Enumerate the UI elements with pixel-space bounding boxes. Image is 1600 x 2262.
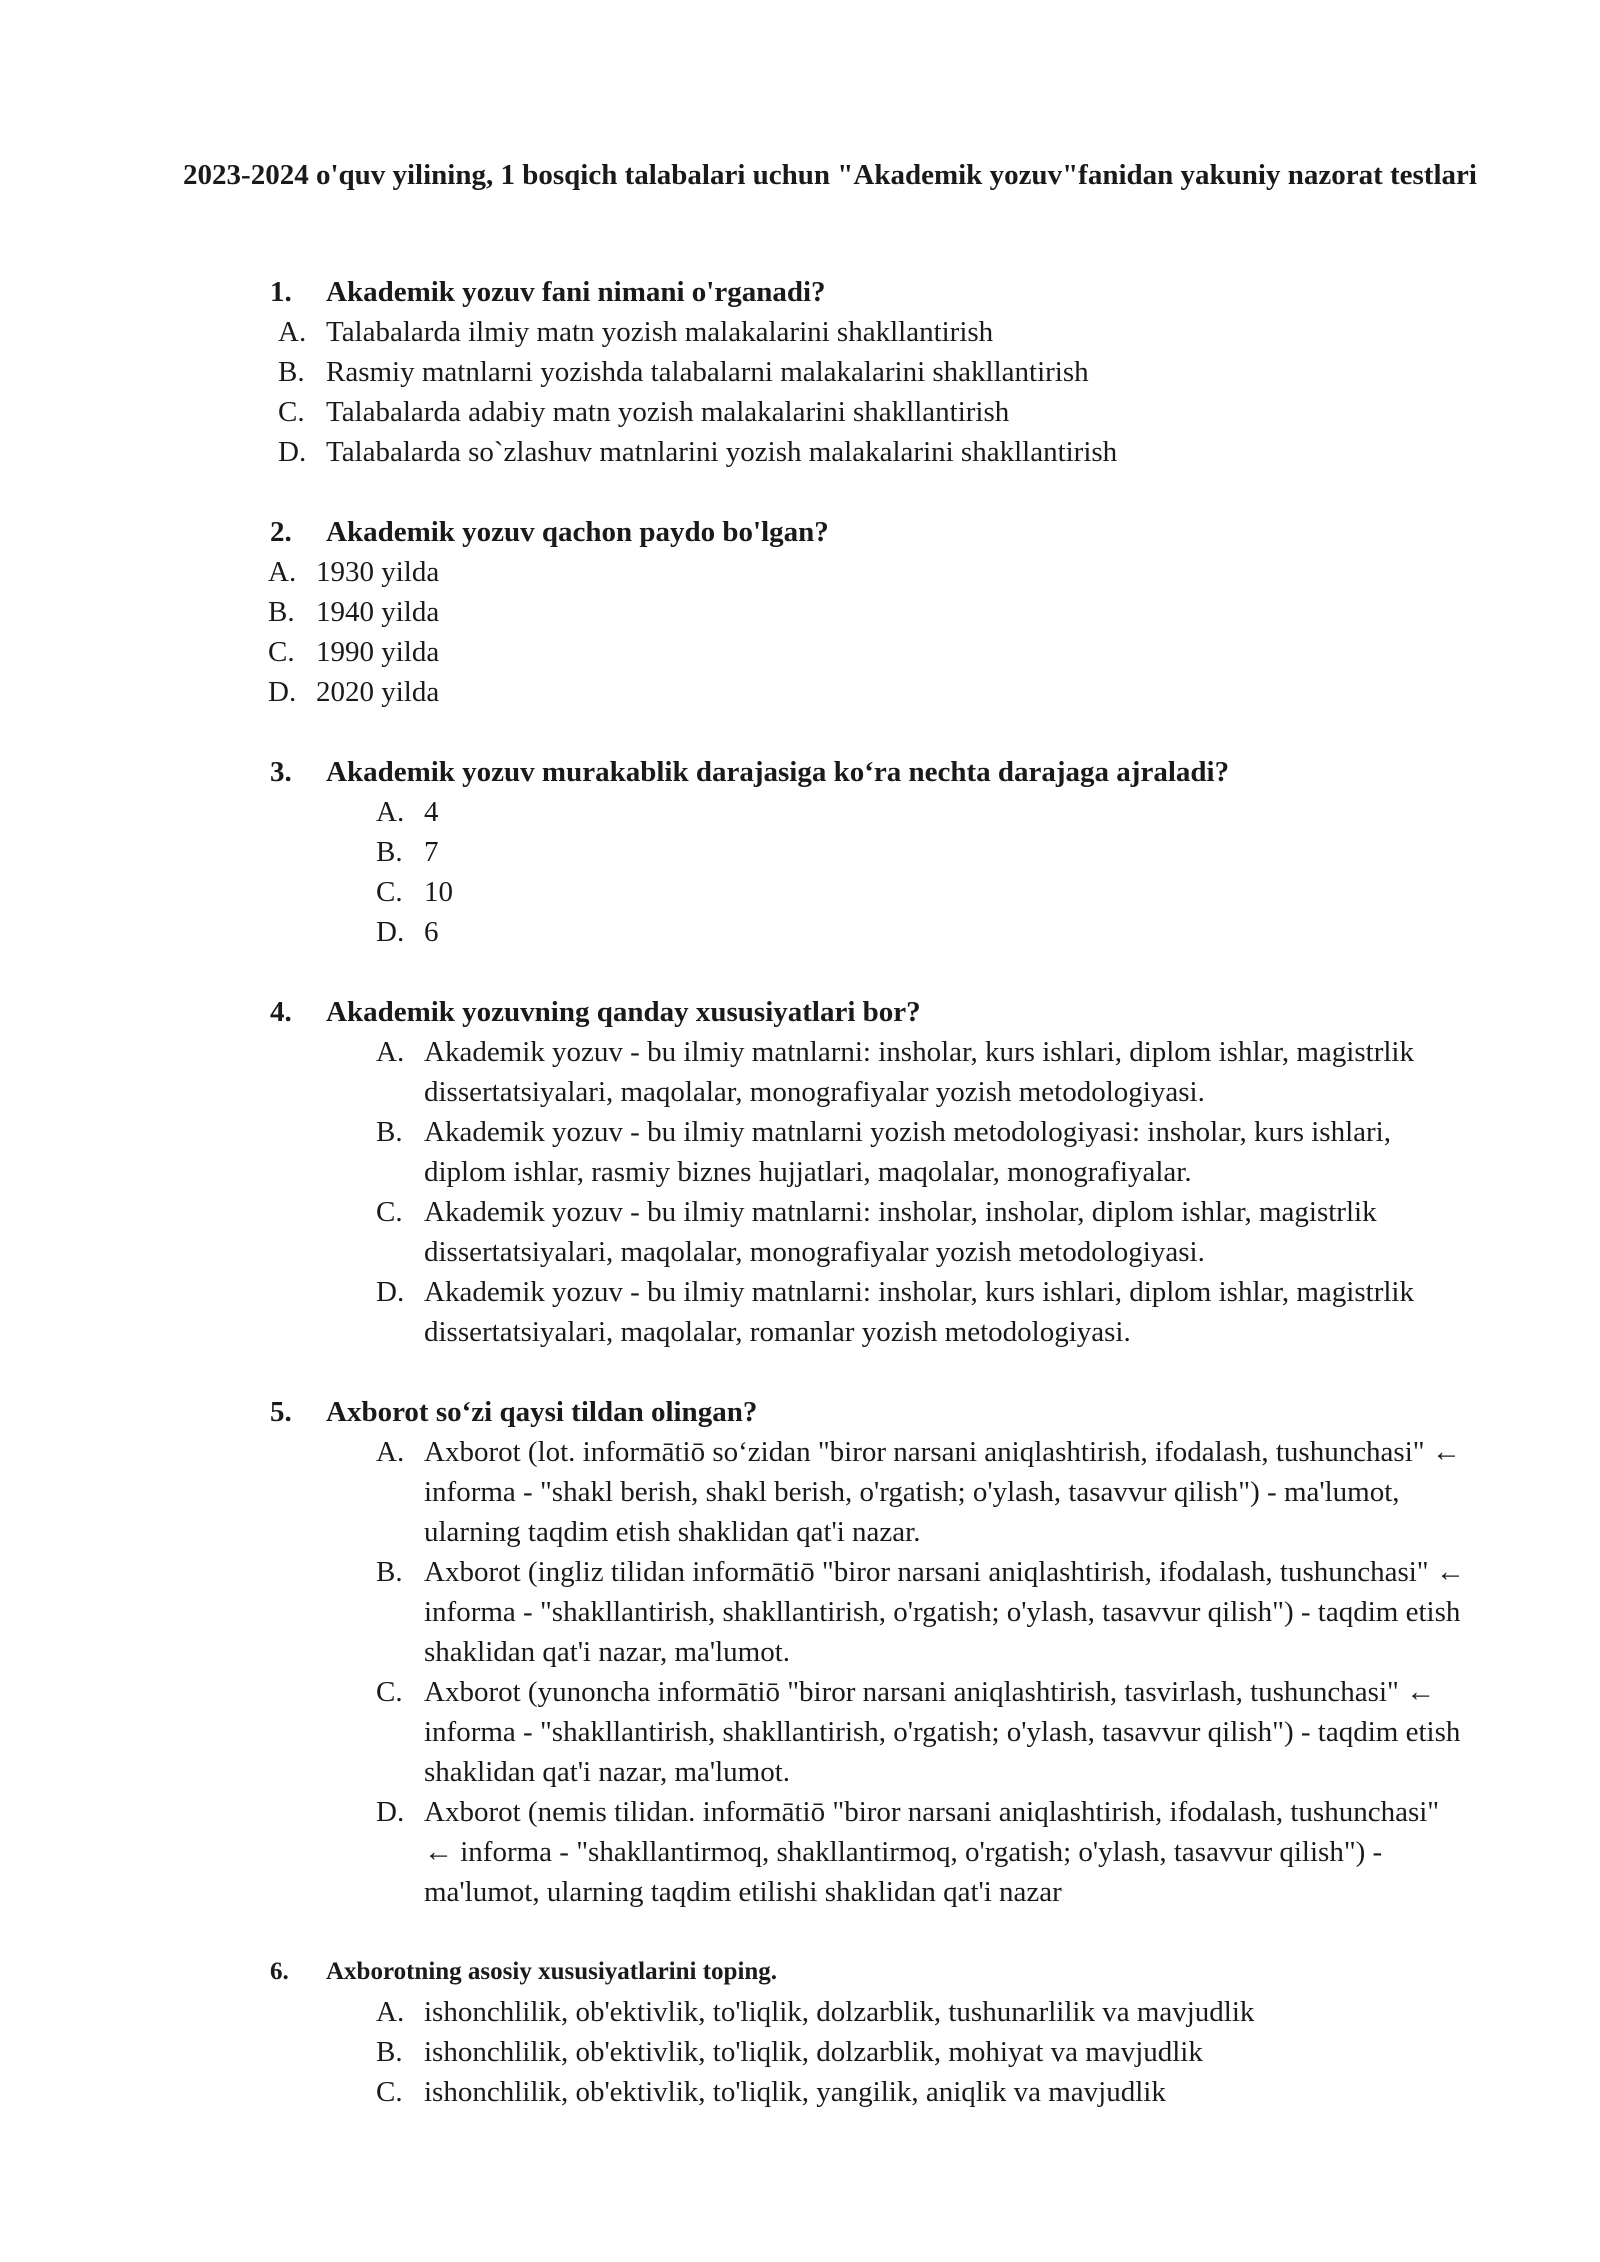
option-letter: C. bbox=[268, 636, 295, 668]
option-text: Akademik yozuv - bu ilmiy matnlarni yozish metodologiyasi: insholar, kurs ishlari, diplom ishlar, rasmiy biznes hujjatlari, maqolalar, monografiyalar. bbox=[424, 1116, 1391, 1188]
document-title: 2023-2024 o'quv yilining, 1 bosqich talabalari uchun "Akademik yozuv"fanidan yakuniy nazorat testlari bbox=[183, 159, 1477, 191]
option-letter: C. bbox=[376, 2076, 403, 2108]
option-letter: B. bbox=[376, 2036, 403, 2068]
option-letter: A. bbox=[268, 556, 297, 588]
option-letter: A. bbox=[278, 316, 307, 348]
option-letter: D. bbox=[268, 676, 297, 708]
option-letter: C. bbox=[376, 1676, 403, 1708]
option-text: ishonchlilik, ob'ektivlik, to'liqlik, yangilik, aniqlik va mavjudlik bbox=[424, 2076, 1166, 2108]
option-text: 2020 yilda bbox=[316, 676, 440, 708]
option-text: Axborot (ingliz tilidan informātiō "biror narsani aniqlashtirish, ifodalash, tushunchasi" ← informa - "shakllantirish, shakllantirish, o'rgatish; o'ylash, tasavvur qilish") - taqdim etish shaklidan qat'i nazar, ma'lumot. bbox=[424, 1556, 1465, 1668]
option-letter: B. bbox=[376, 836, 403, 868]
question-number: 5. bbox=[270, 1396, 292, 1428]
option-letter: A. bbox=[376, 1036, 405, 1068]
option-letter: C. bbox=[376, 876, 403, 908]
option-letter: B. bbox=[376, 1116, 403, 1148]
question-number: 6. bbox=[270, 1958, 289, 1985]
question-number: 3. bbox=[270, 756, 292, 788]
option-letter: D. bbox=[376, 916, 405, 948]
option-text: Talabalarda adabiy matn yozish malakalarini shakllantirish bbox=[326, 396, 1010, 428]
option-text: Talabalarda ilmiy matn yozish malakalarini shakllantirish bbox=[326, 316, 994, 348]
option-text: 1990 yilda bbox=[316, 636, 440, 668]
option-text: 7 bbox=[424, 836, 439, 868]
option-text: Akademik yozuv - bu ilmiy matnlarni: insholar, kurs ishlari, diplom ishlar, magistrlik dissertatsiyalari, maqolalar, monografiyalar yozish metodologiyasi. bbox=[424, 1036, 1414, 1108]
option-text: ishonchlilik, ob'ektivlik, to'liqlik, dolzarblik, mohiyat va mavjudlik bbox=[424, 2036, 1203, 2068]
option-letter: C. bbox=[278, 396, 305, 428]
option-text: Axborot (lot. informātiō so‘zidan "biror narsani aniqlashtirish, ifodalash, tushunchasi" ← informa - "shakl berish, shakl berish, o'rgatish; o'ylash, tasavvur qilish") - ma'lumot, ularning taqdim etish shaklidan qat'i nazar. bbox=[424, 1436, 1461, 1548]
option-letter: A. bbox=[376, 1996, 405, 2028]
option-text: Akademik yozuv - bu ilmiy matnlarni: insholar, kurs ishlari, diplom ishlar, magistrlik dissertatsiyalari, maqolalar, romanlar yozish metodologiyasi. bbox=[424, 1276, 1414, 1348]
option-text: Akademik yozuv - bu ilmiy matnlarni: insholar, insholar, diplom ishlar, magistrlik dissertatsiyalari, maqolalar, monografiyalar yozish metodologiyasi. bbox=[424, 1196, 1377, 1268]
option-letter: B. bbox=[268, 596, 295, 628]
option-text: 4 bbox=[424, 796, 439, 828]
option-text: Rasmiy matnlarni yozishda talabalarni malakalarini shakllantirish bbox=[326, 356, 1089, 388]
question-number: 4. bbox=[270, 996, 292, 1028]
option-letter: B. bbox=[278, 356, 305, 388]
option-text: 6 bbox=[424, 916, 439, 948]
option-letter: A. bbox=[376, 796, 405, 828]
option-letter: D. bbox=[376, 1796, 405, 1828]
question-number: 1. bbox=[270, 276, 292, 308]
option-letter: A. bbox=[376, 1436, 405, 1468]
option-letter: C. bbox=[376, 1196, 403, 1228]
question-text: Akademik yozuv murakablik darajasiga ko‘ra nechta darajaga ajraladi? bbox=[326, 756, 1230, 788]
option-letter: B. bbox=[376, 1556, 403, 1588]
option-text: Axborot (nemis tilidan. informātiō "biror narsani aniqlashtirish, ifodalash, tushunchasi" ← informa - "shakllantirmoq, shakllantirmoq, o'rgatish; o'ylash, tasavvur qilish") - ma'lumot, ularning taqdim etilishi shaklidan qat'i nazar bbox=[424, 1796, 1440, 1908]
option-text: Axborot (yunoncha informātiō "biror narsani aniqlashtirish, tasvirlash, tushunchasi" ← informa - "shakllantirish, shakllantirish, o'rgatish; o'ylash, tasavvur qilish") - taqdim etish shaklidan qat'i nazar, ma'lumot. bbox=[424, 1676, 1461, 1788]
question-text: Akademik yozuv qachon paydo bo'lgan? bbox=[326, 516, 829, 548]
option-letter: D. bbox=[278, 436, 307, 468]
option-text: Talabalarda so`zlashuv matnlarini yozish malakalarini shakllantirish bbox=[326, 436, 1118, 468]
question-text: Akademik yozuvning qanday xususiyatlari bor? bbox=[326, 996, 921, 1028]
option-text: 1930 yilda bbox=[316, 556, 440, 588]
question-text: Axborotning asosiy xususiyatlarini toping. bbox=[326, 1958, 778, 1985]
option-text: 1940 yilda bbox=[316, 596, 440, 628]
question-text: Axborot so‘zi qaysi tildan olingan? bbox=[326, 1396, 758, 1428]
question-text: Akademik yozuv fani nimani o'rganadi? bbox=[326, 276, 826, 308]
option-text: ishonchlilik, ob'ektivlik, to'liqlik, dolzarblik, tushunarlilik va mavjudlik bbox=[424, 1996, 1255, 2028]
option-letter: D. bbox=[376, 1276, 405, 1308]
option-text: 10 bbox=[424, 876, 453, 908]
question-number: 2. bbox=[270, 516, 292, 548]
